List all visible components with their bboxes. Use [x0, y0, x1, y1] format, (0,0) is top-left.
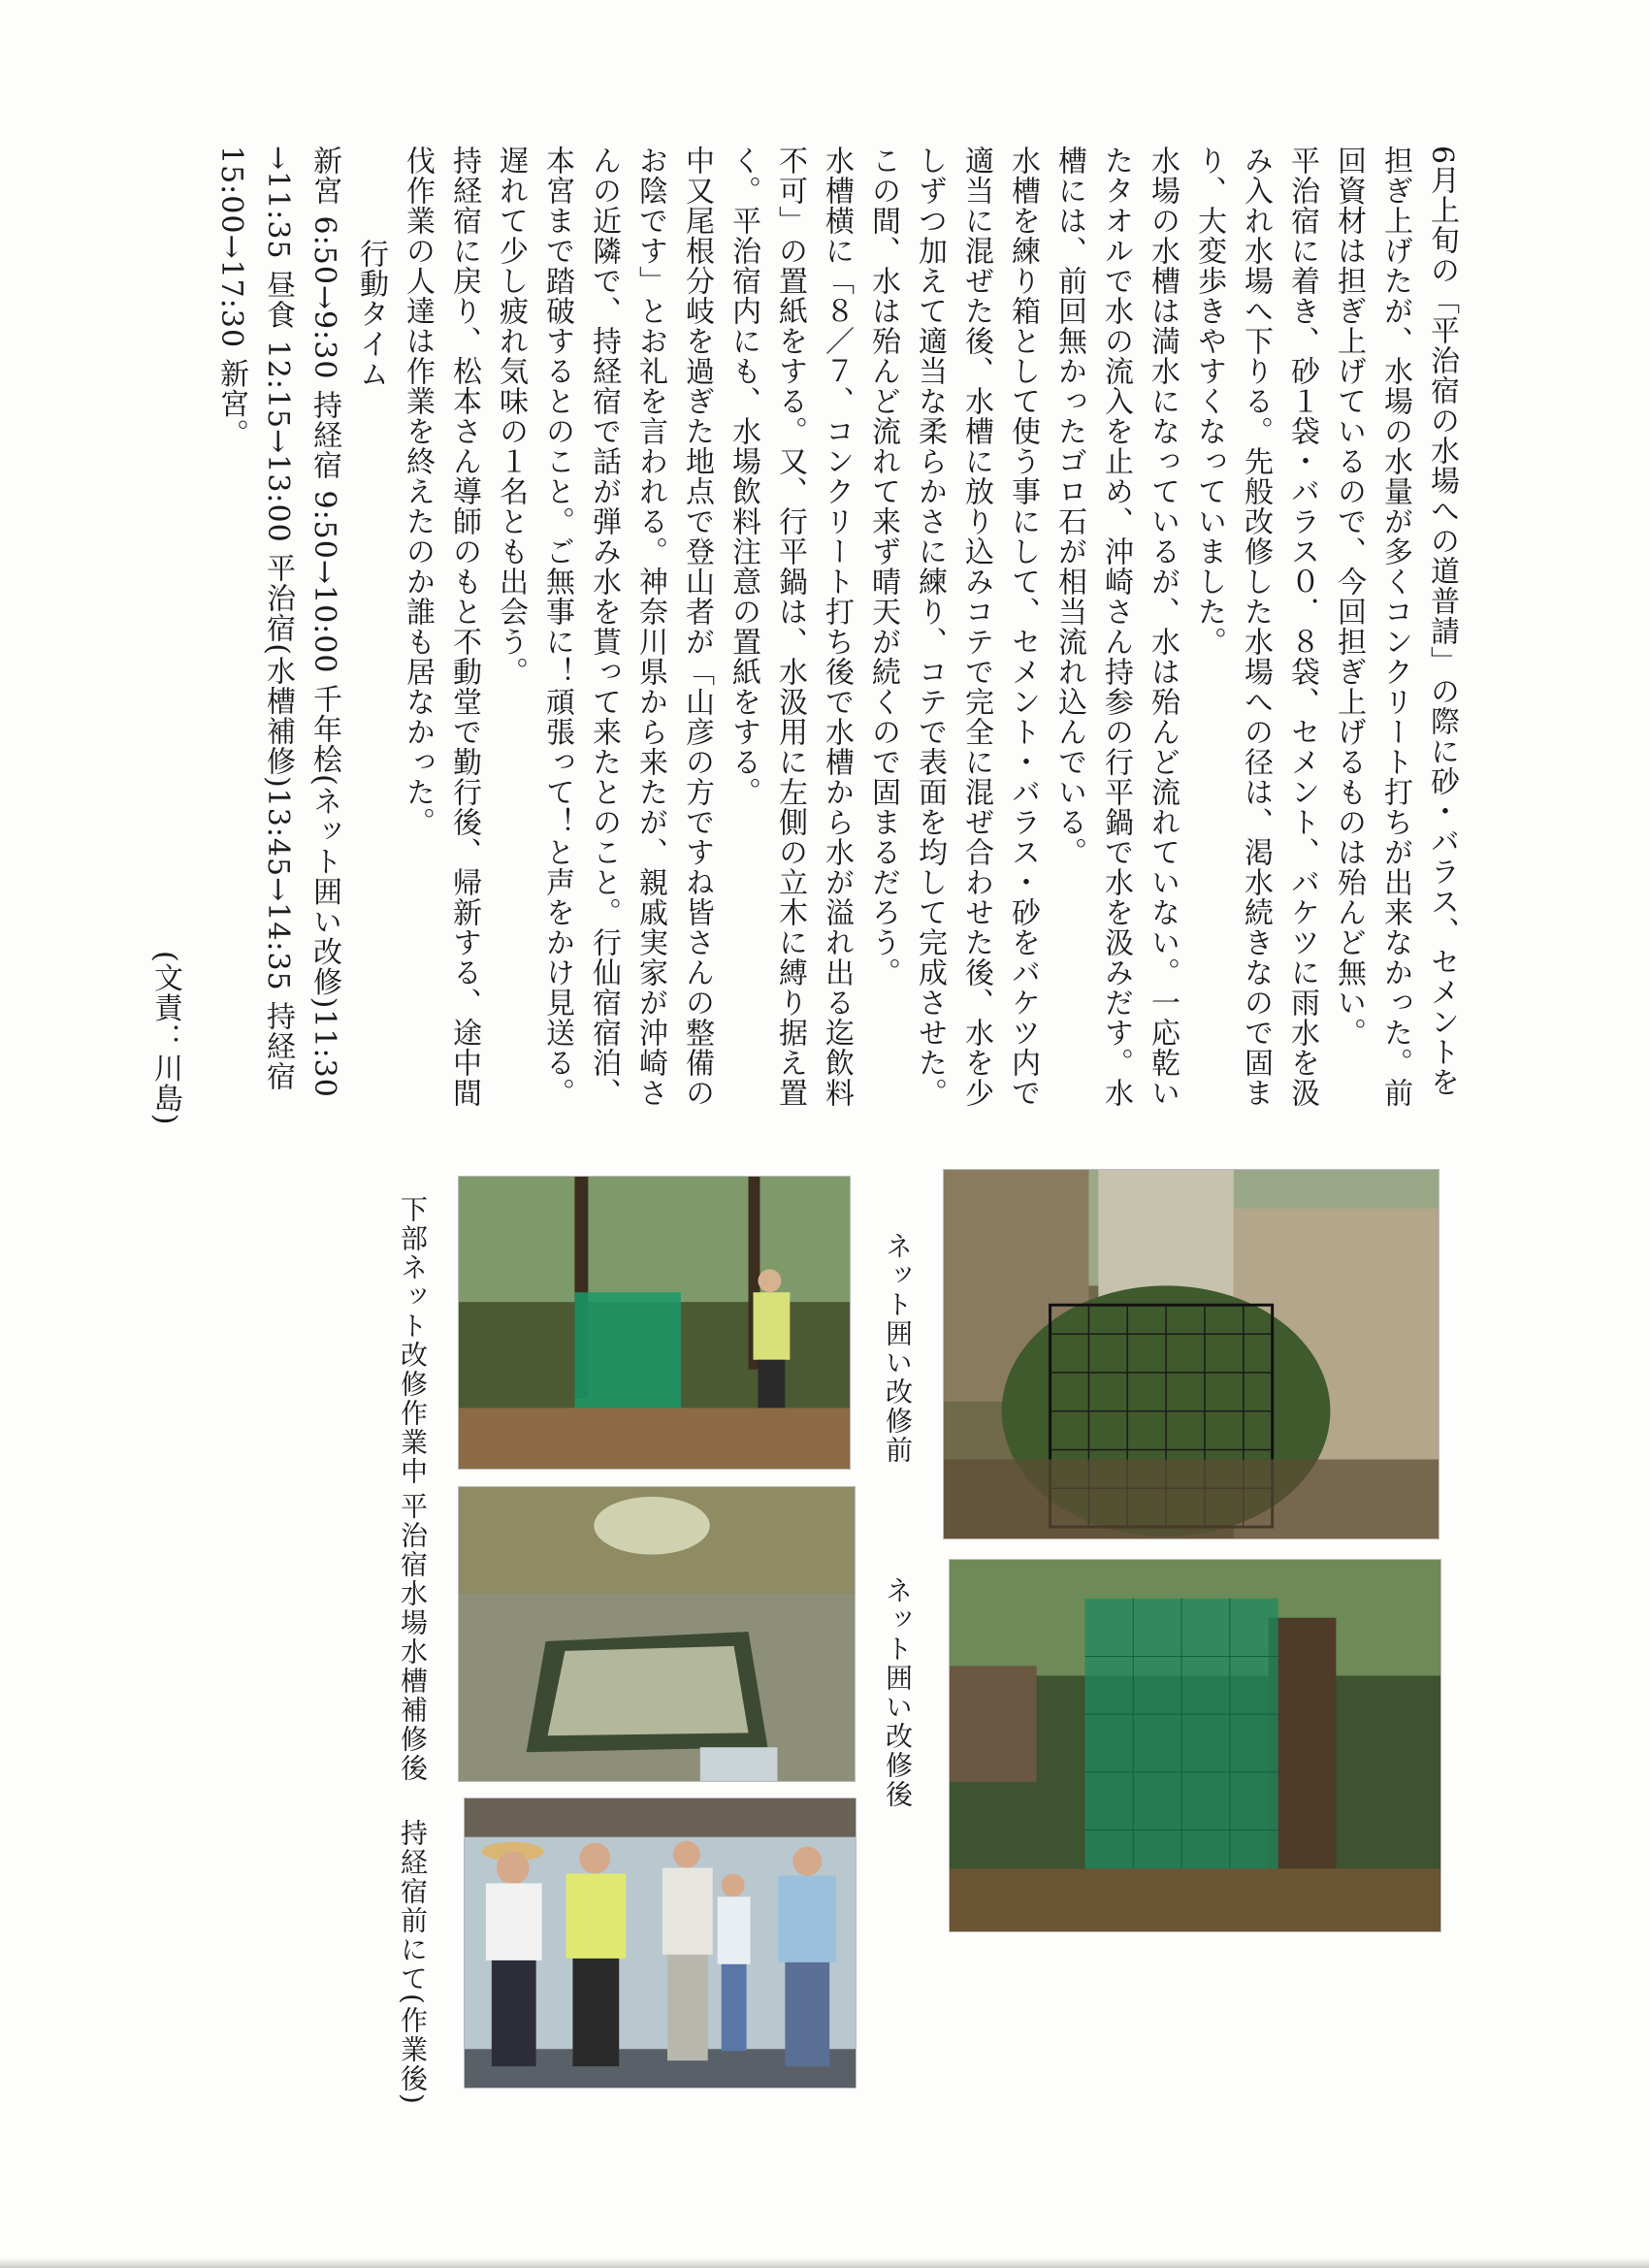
caption-group-photo: 持経宿前にて(作業後): [397, 1819, 429, 2106]
caption-lower-net-work: 下部ネット改修作業中: [397, 1195, 429, 1486]
caption-water-tank: 平治宿水場水槽補修後: [397, 1492, 429, 1783]
article-body: [148, 146, 1465, 1125]
paragraph-3: 水場の水槽は満水になっているが、水は殆んど流れていない。一応乾いたタオルで水の流入を止め、沖崎さん持参の行平鍋で水を汲みだす。水槽には、前回無かったゴロ石が相当流れ込んでいる。: [1052, 146, 1180, 1108]
photo-net-after: [949, 1559, 1441, 1932]
photo-water-tank: [458, 1486, 856, 1782]
paragraph-2: 平治宿に着き、砂１袋・バラス０．８袋、セメント、バケツに雨水を汲み入れ水場へ下りる。先般改修した水場への径は、渇水続きなので固まり、大変歩きやすくなっていました。: [1192, 146, 1319, 1108]
paragraph-7: 持経宿に戻り、松本さん導師のもと不動堂で勤行後、帰新する、途中間伐作業の人達は作業を終えたのか誰も居なかった。: [401, 146, 481, 1108]
paragraph-6: 中又尾根分岐を過ぎた地点で登山者が「山彦の方ですね皆さんの整備のお陰です」とお礼を言われる。神奈川県から来たが、親戚実家が沖崎さんの近隣で、持経宿で話が弾み水を貰って来たとのこと。行仙宿宿泊、本宮まで踏破するとのこと。ご無事に！頑張って！と声をかけ見送る。遅れて少し疲れ気味の１名とも出会う。: [494, 146, 714, 1108]
paragraph-1: 6月上旬の「平治宿の水場への道普請」の際に砂・バラス、セメントを担ぎ上げたが、水場の水量が多くコンクリート打ちが出来なかった。前回資材は担ぎ上げているので、今回担ぎ上げるものは殆んど無い。: [1332, 146, 1459, 1108]
photo-lower-net-work: [458, 1176, 851, 1470]
paragraph-5: 水槽横に「８／７、コンクリート打ち後で水槽から水が溢れ出る迄飲料不可」の置紙をする。又、行平鍋は、水汲用に左側の立木に縛り据え置く。平治宿内にも、水場飲料注意の置紙をする。: [727, 146, 854, 1108]
schedule-heading: 行動タイム: [354, 239, 388, 389]
schedule-line-3: 15:00→17:30 新宮。: [214, 146, 248, 449]
photo-group: [464, 1798, 857, 2089]
caption-net-before: ネット囲い改修前: [882, 1232, 914, 1465]
caption-net-after: ネット囲い改修後: [882, 1576, 914, 1809]
photo-net-before: [943, 1169, 1439, 1539]
author-credit: (文責：川島): [148, 950, 182, 1125]
paragraph-4: 水槽を練り箱として使う事にして、セメント・バラス・砂をバケツ内で適当に混ぜた後、水槽に放り込みコテで完全に混ぜ合わせた後、水を少しずつ加えて適当な柔らかさに練り、コテで表面を均して完成させた。この間、水は殆んど流れて来ず晴天が続くので固まるだろう。: [866, 146, 1040, 1108]
schedule-line-2: →11:35 昼食 12:15→13:00 平治宿(水槽補修)13:45→14:35 持経宿: [261, 146, 295, 1092]
schedule-line-1: 新宮 6:50→9:30 持経宿 9:50→10:00 千年桧(ネット囲い改修)11:30: [307, 146, 341, 1098]
scan-edge: [0, 2258, 1649, 2268]
